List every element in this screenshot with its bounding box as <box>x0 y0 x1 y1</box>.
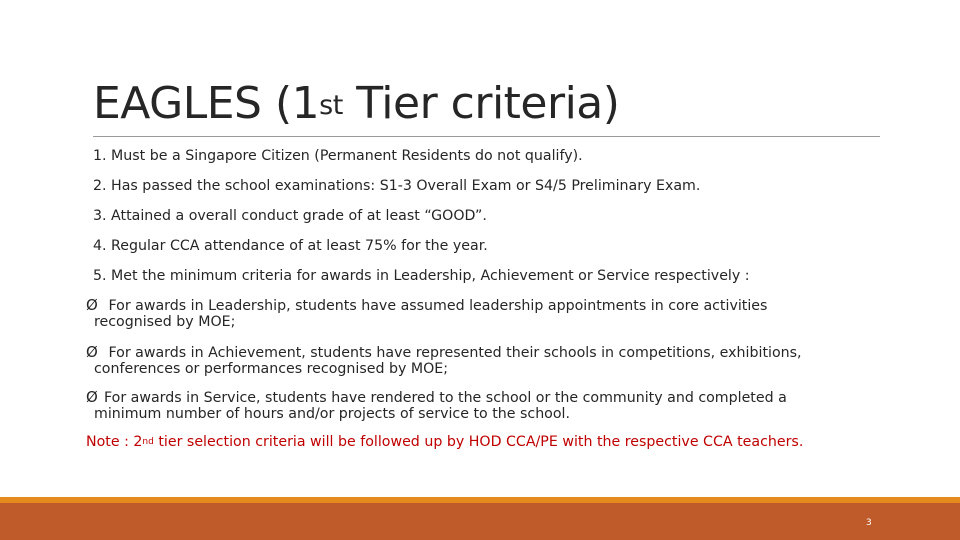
page-number: 3 <box>866 518 872 528</box>
note-suffix: tier selection criteria will be followed up by HOD CCA/PE with the respective CCA teachers. <box>153 434 804 450</box>
arrow-bullet-icon: Ø <box>86 388 98 406</box>
slide-title <box>93 76 619 138</box>
title-superscript: st <box>319 90 343 121</box>
criterion-4: 4. Regular CCA attendance of at least 75% for the year. <box>93 238 488 254</box>
criterion-1: 1. Must be a Singapore Citizen (Permanent Residents do not qualify). <box>93 148 583 164</box>
bullet-leadership-line1: For awards in Leadership, students have assumed leadership appointments in core activities <box>104 298 768 314</box>
bullet-achievement-line1: For awards in Achievement, students have represented their schools in competitions, exhibitions, <box>104 345 802 361</box>
bullet-achievement-line2: conferences or performances recognised by MOE; <box>94 361 449 377</box>
title-divider <box>93 136 880 137</box>
footer-band <box>0 503 960 540</box>
criterion-2: 2. Has passed the school examinations: S1-3 Overall Exam or S4/5 Preliminary Exam. <box>93 178 701 194</box>
bullet-service-line1: For awards in Service, students have rendered to the school or the community and completed a <box>104 390 787 406</box>
bullet-leadership-line2: recognised by MOE; <box>94 314 236 330</box>
criterion-3: 3. Attained a overall conduct grade of at least “GOOD”. <box>93 208 487 224</box>
bullet-service <box>86 389 886 422</box>
note-prefix: Note : 2 <box>86 434 143 450</box>
bullet-service-line2: minimum number of hours and/or projects of service to the school. <box>94 406 570 422</box>
bullet-achievement <box>86 344 886 377</box>
criterion-5: 5. Met the minimum criteria for awards in Leadership, Achievement or Service respectively : <box>93 268 750 284</box>
title-suffix: Tier criteria) <box>342 78 620 129</box>
arrow-bullet-icon: Ø <box>86 343 98 361</box>
note-superscript: nd <box>142 437 154 447</box>
title-prefix: EAGLES (1 <box>93 78 320 129</box>
note-text <box>86 433 803 453</box>
bullet-leadership <box>86 297 886 330</box>
arrow-bullet-icon: Ø <box>86 296 98 314</box>
